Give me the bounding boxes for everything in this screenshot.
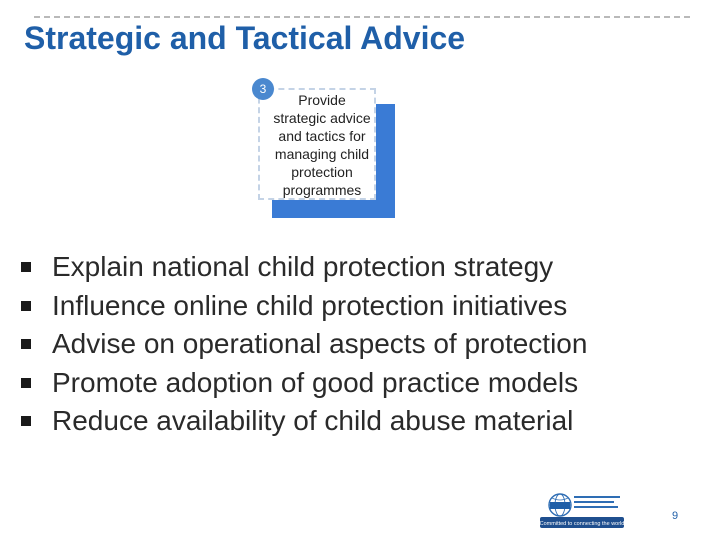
card-line: managing child [274,146,370,162]
card-line: protection [291,164,353,180]
bullet-text: Advise on operational aspects of protection [52,328,588,360]
bullet-item [20,287,587,326]
bullet-text: Influence online child protection initiatives [52,289,568,321]
bullet-item [20,402,587,441]
card-line: and tactics for [278,128,366,144]
square-bullet-icon [21,301,31,311]
bullet-item [20,364,587,403]
logo-tagline: Committed to connecting the world [539,521,625,527]
square-bullet-icon [21,416,31,426]
card-line: Provide [298,92,346,108]
bullet-text: Reduce availability of child abuse material [52,405,574,437]
step-number-badge: 3 [252,78,274,100]
slide-title: Strategic and Tactical Advice [24,20,466,56]
bullet-item [20,248,587,287]
bullet-text: Explain national child protection strategy [52,251,554,283]
bullet-text: Promote adoption of good practice models [52,366,579,398]
bullet-list [20,248,587,441]
top-divider [34,16,690,18]
card-line: programmes [282,182,362,198]
itu-logo [536,492,654,530]
page-number: 9 [672,510,679,522]
square-bullet-icon [21,378,31,388]
square-bullet-icon [21,262,31,272]
step-card [258,88,376,200]
step-card-text [263,89,370,199]
bullet-item [20,325,587,364]
card-line: strategic advice [273,110,371,126]
square-bullet-icon [21,339,31,349]
